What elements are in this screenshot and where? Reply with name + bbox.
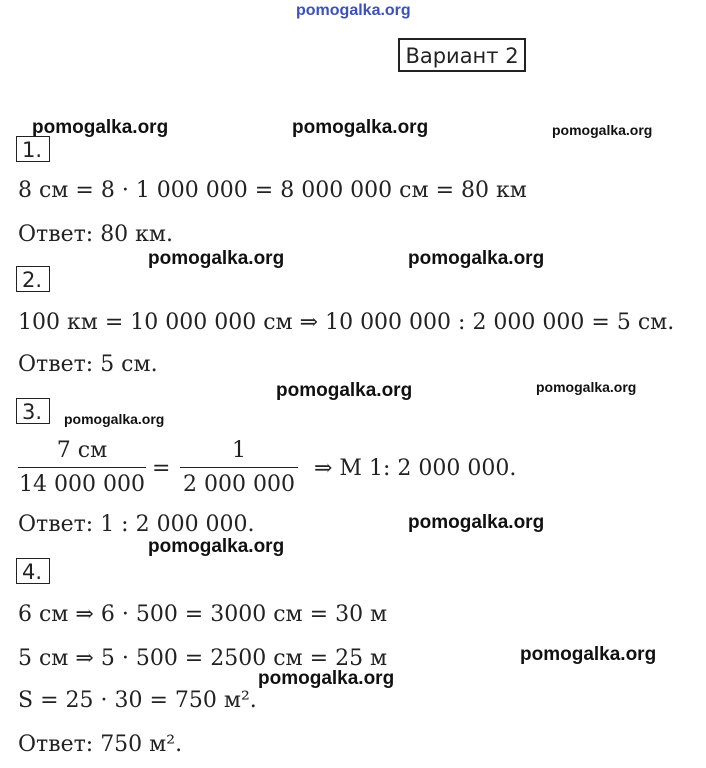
fraction-1-denominator: 14 000 000 (19, 472, 145, 497)
watermark: pomogalka.org (292, 117, 429, 138)
watermark-top: pomogalka.org (296, 2, 411, 19)
fraction-2 (180, 438, 298, 497)
watermark: pomogalka.org (148, 248, 285, 269)
task-3-answer: Ответ: 1 : 2 000 000. (18, 512, 255, 537)
fraction-1-numerator: 7 см (56, 438, 108, 463)
task-2-answer: Ответ: 5 см. (18, 352, 158, 377)
task-number-3: 3. (16, 398, 50, 424)
watermark: pomogalka.org (536, 379, 637, 395)
fraction-2-denominator: 2 000 000 (183, 472, 295, 497)
task-1-line-1: 8 см = 8 · 1 000 000 = 8 000 000 см = 80 км (18, 178, 527, 203)
watermark: pomogalka.org (276, 380, 413, 401)
task-3-result: ⇒ M 1: 2 000 000. (314, 456, 517, 481)
watermark: pomogalka.org (32, 117, 169, 138)
fraction-1-bar (18, 467, 146, 468)
watermark: pomogalka.org (258, 668, 395, 689)
task-1-answer: Ответ: 80 км. (18, 222, 174, 247)
watermark: pomogalka.org (64, 411, 165, 427)
task-number-2: 2. (16, 266, 50, 292)
task-4-line-1: 6 см ⇒ 6 · 500 = 3000 см = 30 м (18, 602, 388, 627)
task-number-4: 4. (16, 558, 50, 584)
task-number-1: 1. (16, 136, 50, 162)
watermark: pomogalka.org (148, 536, 285, 557)
watermark: pomogalka.org (520, 644, 657, 665)
task-4-answer: Ответ: 750 м². (18, 732, 183, 757)
task-4-line-3: S = 25 · 30 = 750 м². (18, 688, 257, 713)
task-4-line-2: 5 см ⇒ 5 · 500 = 2500 см = 25 м (18, 646, 388, 671)
watermark: pomogalka.org (552, 122, 653, 138)
fraction-1 (18, 438, 146, 497)
task-2-line-1: 100 км = 10 000 000 см ⇒ 10 000 000 : 2 000 000 = 5 см. (18, 310, 675, 335)
fraction-2-numerator: 1 (232, 438, 246, 463)
variant-title: Вариант 2 (398, 38, 526, 72)
watermark: pomogalka.org (408, 248, 545, 269)
fraction-2-bar (180, 467, 298, 468)
watermark: pomogalka.org (408, 512, 545, 533)
equals-sign: = (152, 456, 171, 481)
